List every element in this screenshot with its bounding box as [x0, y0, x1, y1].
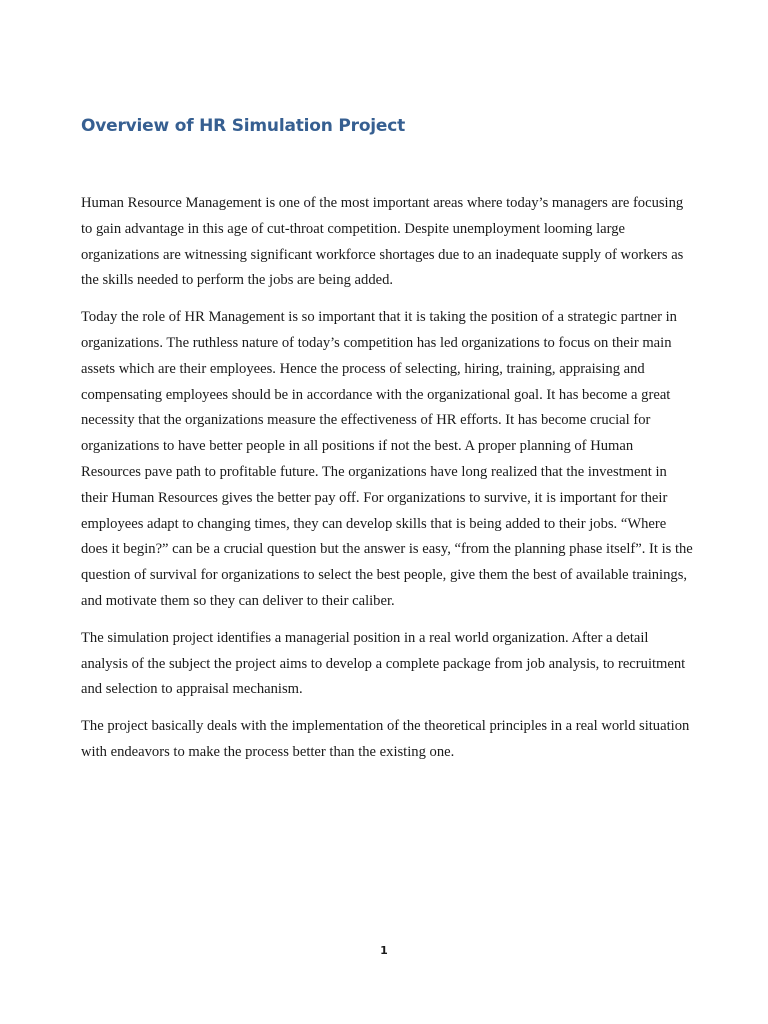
- paragraph-simulation: The simulation project identifies a managerial position in a real world organization. After a detail analysis of the subject the project aims to develop a complete package from job analysis, to recruitment and selection to appraisal mechanism.: [81, 629, 686, 698]
- paragraph-intro: Human Resource Management is one of the most important areas where today’s managers are focusing to gain advantage in this age of cut-throat competition. Despite unemployment looming large organizations are witnessing significant workforce shortages due to an inadequate supply of workers as the skills needed to perform the jobs are being added.: [81, 195, 684, 289]
- paragraph-implementation: The project basically deals with the implementation of the theoretical principles in a real world situation with endeavors to make the process better than the existing one.: [81, 718, 690, 760]
- body-text: [81, 191, 695, 777]
- paragraph-hr-role: Today the role of HR Management is so important that it is taking the position of a strategic partner in organizations. The ruthless nature of today’s competition has led organizations to focus on their main assets which are their employees. Hence the process of selecting, hiring, training, appraising and compensating employees should be in accordance with the organizational goal. It has become a great necessity that the organizations measure the effectiveness of HR efforts. It has become crucial for organizations to have better people in all positions if not the best. A proper planning of Human Resources pave path to profitable future. The organizations have long realized that the investment in their Human Resources gives the better pay off. For organizations to survive, it is important for their employees adapt to changing times, they can develop skills that is being added to their jobs. “Where does it begin?” can be a crucial question but the answer is easy, “from the planning phase itself”. It is the question of survival for organizations to select the best people, give them the best of available trainings, and motivate them so they can deliver to their caliber.: [81, 309, 693, 609]
- page-title: Overview of HR Simulation Project: [81, 116, 406, 136]
- page-number: 1: [380, 944, 388, 957]
